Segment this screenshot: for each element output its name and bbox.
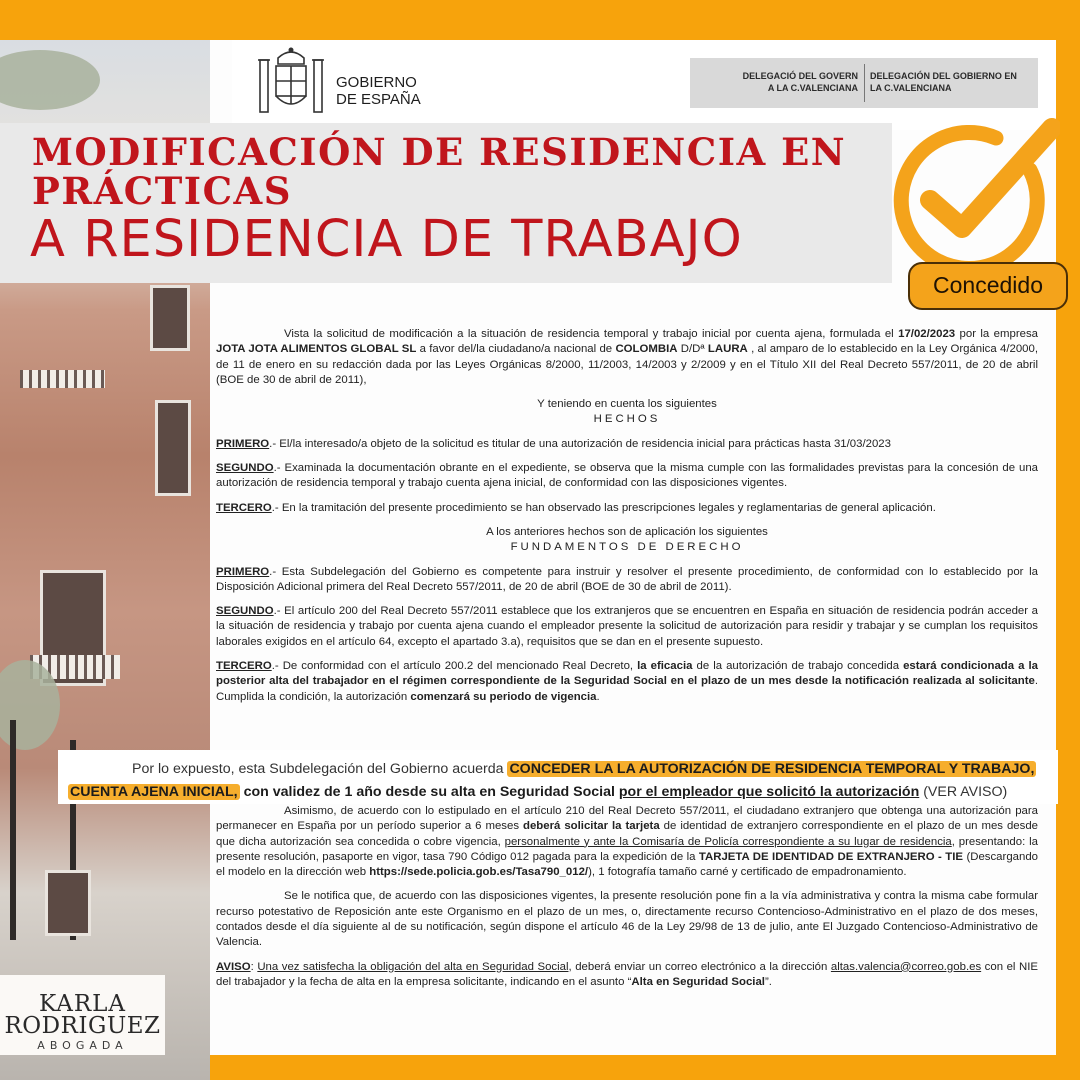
brand-line-2: RODRIGUEZ xyxy=(4,1013,161,1039)
fundamento-segundo: SEGUNDO.- El artículo 200 del Real Decreto 557/2011 establece que los extranjeros que se encuentren en España en situación de residencia podrán acceder a la situación de residencia y trabajo por cuenta ajena cuando el empleador presente la solicitud de autorización para residir y trabajar y se cumplan los requisitos laborales exigidos en el artículo 64, excepto el apartado 3.a), requisitos que se dan en el presente supuesto. xyxy=(216,605,1038,648)
document-body-lower xyxy=(216,804,1038,999)
resolution-paragraph: Por lo expuesto, esta Subdelegación del Gobierno acuerda CONCEDER LA LA AUTORIZACIÓN DE RESIDENCIA TEMPORAL Y TRABAJO, CUENTA AJENA INICIAL, con validez de 1 año desde su alta en Seguridad Social por el empleador que solicitó la autorización (VER AVISO) xyxy=(70,761,1035,800)
hecho-segundo: SEGUNDO.- Examinada la documentación obrante en el expediente, se observa que la misma cumple con las formalidades previstas para la concesión de una autorización de residencia temporal y trabajo cuenta ajena inicial, de conformidad con las disposiciones vigentes. xyxy=(216,462,1038,490)
status-badge: Concedido xyxy=(908,262,1068,310)
hecho-primero: PRIMERO.- El/la interesado/a objeto de la solicitud es titular de una autorización de residencia inicial para prácticas hasta 31/03/2023 xyxy=(216,437,891,450)
aviso-paragraph: AVISO: Una vez satisfecha la obligación del alta en Seguridad Social, deberá enviar un correo electrónico a la dirección altas.valencia@correo.gob.es con el NIE del trabajador y la fecha de alta en la empresa solicitante, indicando en el asunto “Alta en Seguridad Social”. xyxy=(216,960,1038,988)
asimismo-paragraph: Asimismo, de acuerdo con lo estipulado en el artículo 210 del Real Decreto 557/2011, el ciudadano extranjero que obtenga una autorización para permanecer en España por un período superior a 6 meses deberá solicitar la tarjeta de identidad de extranjero correspondiente en el plazo de un mes desde que dicha autorización sea concedida o cobre vigencia, personalmente y ante la Comisaría de Policía correspondiente a su lugar de residencia, presentando: la presente resolución, pasaporte en vigor, tasa 790 Código 012 pagada para la expedición de la TARJETA DE IDENTIDAD DE EXTRANJERO - TIE (Descargando el modelo en la dirección web https://sede.policia.gob.es/Tasa790_012/), 1 fotografía tamaño carné y certificado de empadronamiento. xyxy=(216,805,1039,879)
title-line-1: MODIFICACIÓN DE RESIDENCIA EN xyxy=(32,130,847,174)
highlight-concession: CONCEDER LA LA AUTORIZACIÓN DE RESIDENCIA TEMPORAL Y TRABAJO, xyxy=(509,761,1035,777)
title-line-2: PRÁCTICAS xyxy=(32,169,292,213)
fundamentos-title: FUNDAMENTOS DE DERECHO xyxy=(510,541,744,554)
hechos-intro: Y teniendo en cuenta los siguientes xyxy=(537,398,717,411)
brand-logo xyxy=(0,975,165,1055)
checkmark-circle-icon xyxy=(880,118,1060,278)
intro-paragraph: Vista la solicitud de modificación a la situación de residencia temporal y trabajo inicial por cuenta ajena, formulada el 17/02/2023 por la empresa JOTA JOTA ALIMENTOS GLOBAL SL a favor del/la ciudadano/a nacional de COLOMBIA D/Dª LAURA , al amparo de lo establecido en la Ley Orgánica 4/2000, de 11 de enero en su redacción dada por las Leyes Orgánicas 8/2000, 11/2003, 14/2003 y 2/2009 y en el Título XII del Real Decreto 557/2011, de 20 de abril (BOE de 30 de abril de 2011), xyxy=(216,328,1038,386)
delegation-spanish: DELEGACIÓN DEL GOBIERNO EN LA C.VALENCIANA xyxy=(870,71,1017,93)
gob-line-1: GOBIERNO xyxy=(336,74,417,91)
brand-line-1: KARLA xyxy=(38,991,127,1017)
fundamento-primero: PRIMERO.- Esta Subdelegación del Gobierno es competente para instruir y resolver el presente procedimiento, de conformidad con lo establecido por la Disposición Adicional primera del Real Decreto 557/2011, de 20 de abril (BOE de 30 de abril de 2011). xyxy=(216,565,1038,593)
hechos-title: HECHOS xyxy=(593,413,661,426)
coat-of-arms-icon xyxy=(256,44,326,122)
notification-paragraph: Se le notifica que, de acuerdo con las disposiciones vigentes, la presente resolución pone fin a la vía administrativa y contra la misma cabe formular recurso potestativo de Reposición ante este Organismo en el plazo de un mes, o, directamente recurso Contencioso-Administrativo en el plazo de dos meses, contados desde el día siguiente al de su notificación, según dispone el artículo 46 de la Ley 29/98 de 13 de julio, ante El Juzgado Contencioso-Administrativo de Valencia. xyxy=(216,890,1038,949)
fundamentos-intro: A los anteriores hechos son de aplicación los siguientes xyxy=(486,525,768,538)
title-line-3: A RESIDENCIA DE TRABAJO xyxy=(30,210,743,269)
fundamento-tercero: TERCERO.- De conformidad con el artículo 200.2 del mencionado Real Decreto, la eficacia de la autorización de trabajo concedida estará condicionada a la posterior alta del trabajador en el régimen correspondiente de la Seguridad Social en el plazo de un mes desde la notificación realizada al solicitante. Cumplida la condición, la autorización comenzará su periodo de vigencia. xyxy=(216,660,1038,703)
hecho-tercero: TERCERO.- En la tramitación del presente procedimiento se han observado las prescripciones legales y reglamentarias de general aplicación. xyxy=(216,501,936,514)
highlight-cuenta-ajena: CUENTA AJENA INICIAL, xyxy=(70,784,238,800)
delegation-valencian: DELEGACIÓ DEL GOVERN A LA C.VALENCIANA xyxy=(742,71,858,93)
gobierno-espana-wordmark xyxy=(336,74,421,108)
gob-line-2: DE ESPAÑA xyxy=(336,91,421,108)
delegation-header-box xyxy=(690,58,1038,108)
brand-line-3: ABOGADA xyxy=(37,1039,128,1052)
document-body xyxy=(216,327,1038,714)
